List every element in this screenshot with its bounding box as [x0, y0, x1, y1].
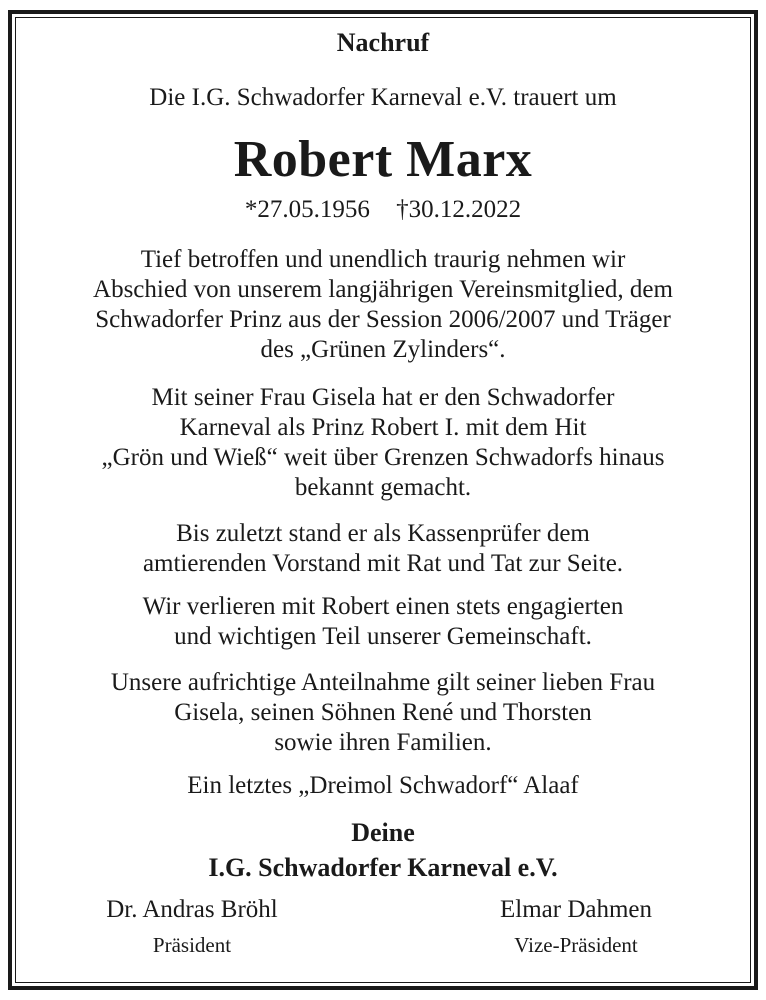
paragraph-auditor [20, 519, 746, 579]
text-line: Abschied von unserem langjährigen Vereinsmitglied, dem [93, 276, 673, 303]
text-line: Ein letztes „Dreimol Schwadorf“ Alaaf [187, 772, 579, 799]
text-line: Tief betroffen und unendlich traurig nehmen wir [140, 246, 626, 273]
notice-title: Nachruf [336, 28, 430, 57]
deceased-name: Robert Marx [233, 131, 533, 188]
birth-date: *27.05.1956 [244, 196, 370, 223]
text-line: sowie ihren Familien. [274, 729, 492, 756]
paragraph-prince [20, 383, 746, 503]
text-line: „Grön und Wieß“ weit über Grenzen Schwadorfs hinaus [101, 444, 665, 471]
paragraph-condolence [20, 668, 746, 758]
signer-vice-president [446, 895, 706, 959]
signer-name: Elmar Dahmen [499, 896, 653, 923]
text-line: und wichtigen Teil unserer Gemeinschaft. [174, 623, 592, 650]
paragraph-loss [20, 592, 746, 652]
signer-role: Vize-Präsident [514, 933, 638, 957]
paragraph-alaaf [20, 771, 746, 801]
text-line: amtierenden Vorstand mit Rat und Tat zur Seite. [142, 550, 624, 577]
text-line: des „Grünen Zylinders“. [260, 336, 506, 363]
notice-intro: Die I.G. Schwadorfer Karneval e.V. trauert um [149, 84, 617, 111]
closing-organization: I.G. Schwadorfer Karneval e.V. [208, 853, 558, 882]
death-date: †30.12.2022 [396, 196, 522, 223]
text-line: Unsere aufrichtige Anteilnahme gilt seiner lieben Frau [110, 669, 656, 696]
signer-name: Dr. Andras Bröhl [106, 896, 278, 923]
text-line: Schwadorfer Prinz aus der Session 2006/2007 und Träger [95, 306, 671, 333]
text-line: Wir verlieren mit Robert einen stets engagierten [142, 593, 624, 620]
closing-salutation: Deine [351, 818, 415, 847]
text-line: Mit seiner Frau Gisela hat er den Schwadorfer [151, 384, 615, 411]
text-line: bekannt gemacht. [294, 474, 472, 501]
text-line: Gisela, seinen Söhnen René und Thorsten [174, 699, 592, 726]
signer-president [62, 895, 322, 959]
signer-role: Präsident [152, 933, 232, 957]
life-dates [0, 196, 766, 224]
text-line: Bis zuletzt stand er als Kassenprüfer dem [176, 520, 590, 547]
paragraph-tribute [20, 245, 746, 365]
text-line: Karneval als Prinz Robert I. mit dem Hit [179, 414, 587, 441]
